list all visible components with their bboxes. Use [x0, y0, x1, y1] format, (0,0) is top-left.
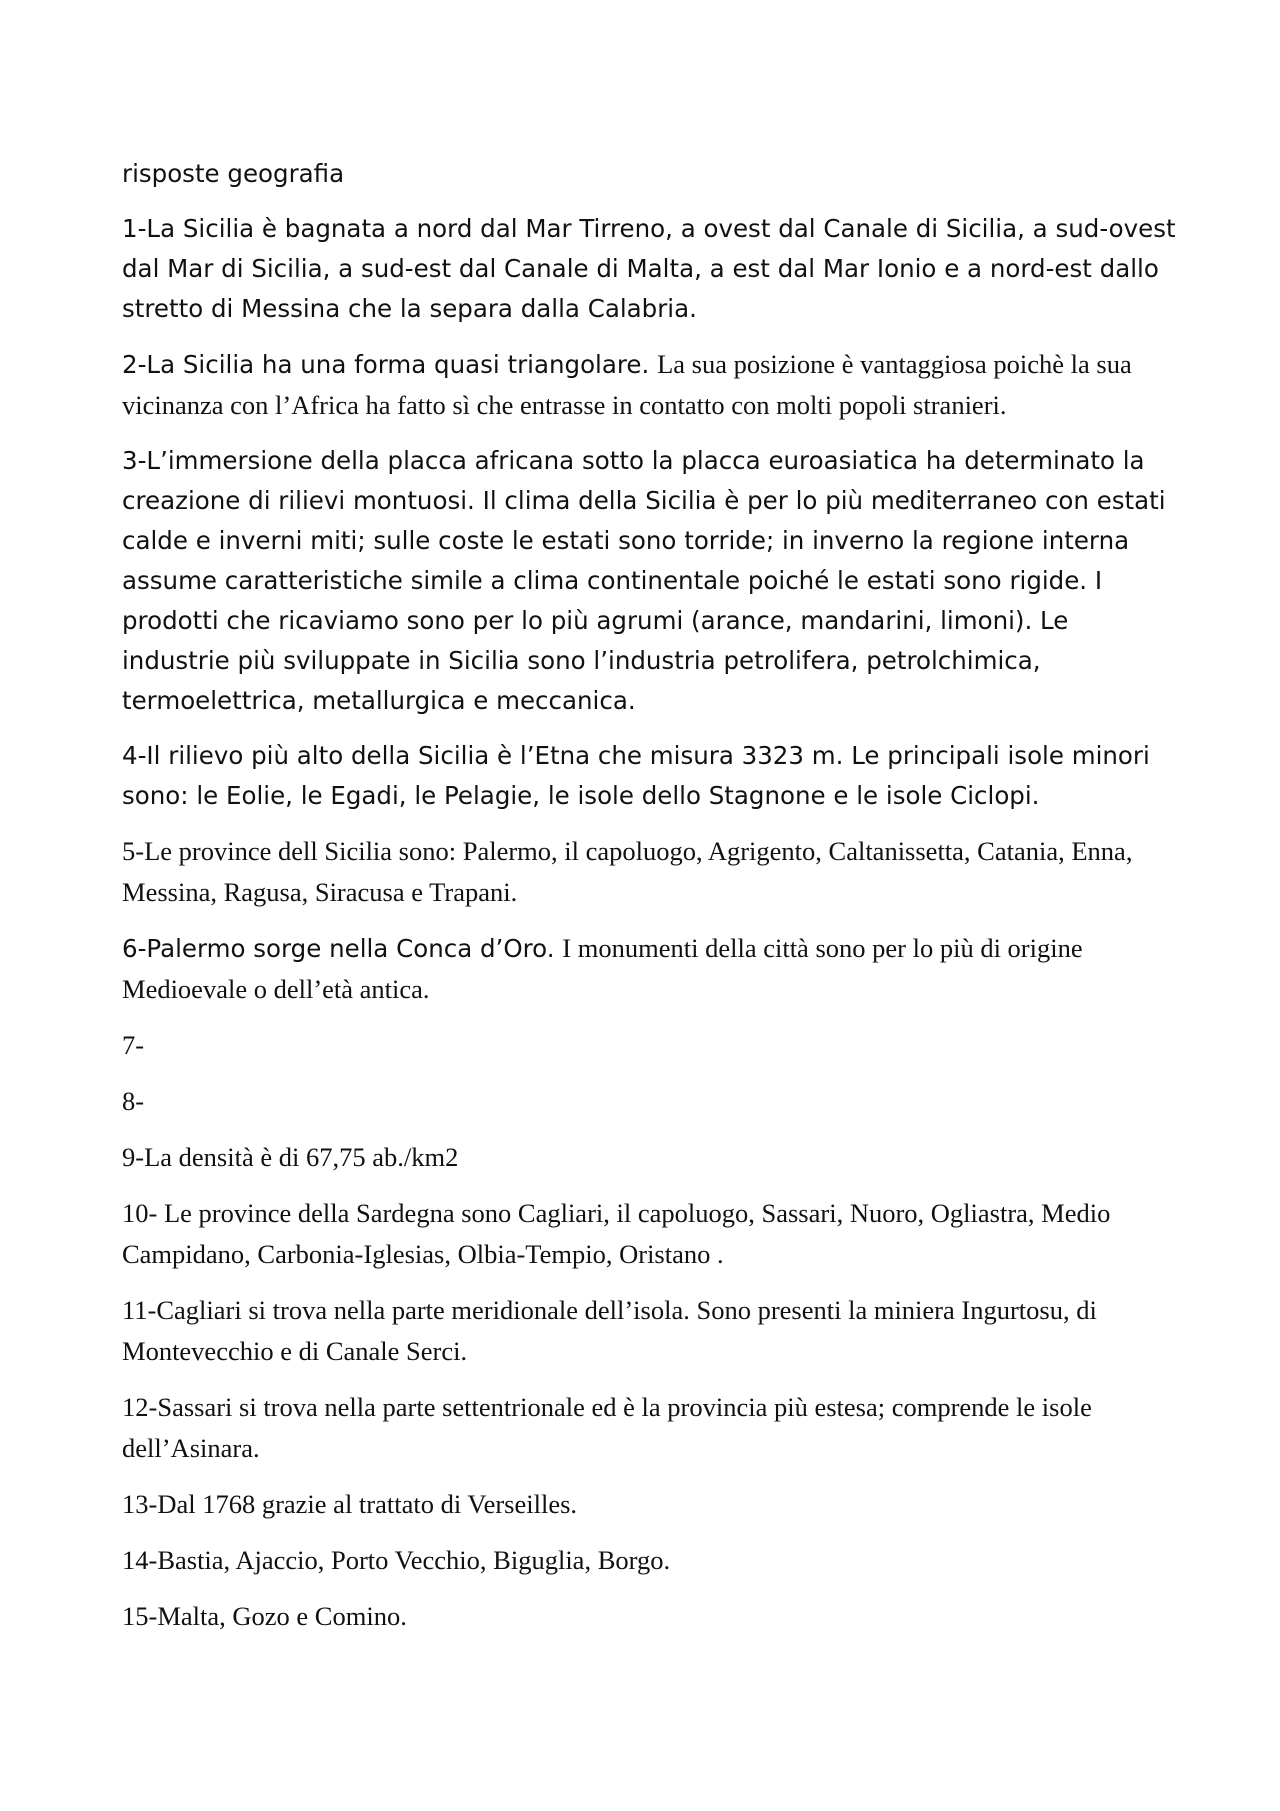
answer-text: 10- Le province della Sardegna sono Cagliari, il capoluogo, Sassari, Nuoro, Ogliastra, Medio Campidano, Carbonia-Iglesias, Olbia-Tempio, Oristano .: [122, 1198, 1111, 1269]
answer-paragraph-a9: [122, 1137, 1182, 1178]
answer-text: 13-Dal 1768 grazie al trattato di Verseilles.: [122, 1489, 578, 1519]
answer-paragraph-a4: [122, 736, 1182, 816]
answer-text: 15-Malta, Gozo e Comino.: [122, 1601, 407, 1631]
answer-paragraph-a11: [122, 1290, 1182, 1372]
answer-text: 4-Il rilievo più alto della Sicilia è l’Etna che misura 3323 m. Le principali isole minori sono: le Eolie, le Egadi, le Pelagie, le isole dello Stagnone e le isole Ciclopi.: [122, 741, 1150, 810]
answer-text: La sua posizione è vantaggiosa poichè la sua vicinanza con l’Africa ha fatto sì che entrasse in contatto con molti popoli stranieri.: [122, 349, 1132, 420]
answer-paragraph-a14: [122, 1540, 1182, 1581]
answer-paragraph-a8: [122, 1081, 1182, 1122]
answer-paragraph-a12: [122, 1387, 1182, 1469]
answer-text: 8-: [122, 1086, 145, 1116]
answer-text: 3-L’immersione della placca africana sotto la placca euroasiatica ha determinato la creazione di rilievi montuosi. Il clima della Sicilia è per lo più mediterraneo con estati calde e inverni miti; sulle coste le estati sono torride; in inverno la regione interna assume caratteristiche simile a clima continentale poiché le estati sono rigide. I prodotti che ricaviamo sono per lo più agrumi (arance, mandarini, limoni). Le industrie più sviluppate in Sicilia sono l’industria petrolifera, petrolchimica, termoelettrica, metallurgica e meccanica.: [122, 446, 1166, 715]
answer-paragraph-a1: [122, 209, 1182, 329]
answer-text: 6-Palermo sorge nella Conca d’Oro.: [122, 934, 563, 963]
answers-list: [122, 209, 1182, 1637]
answer-paragraph-a5: [122, 831, 1182, 913]
answer-text: 7-: [122, 1030, 145, 1060]
answer-paragraph-a10: [122, 1193, 1182, 1275]
answer-paragraph-a13: [122, 1484, 1182, 1525]
answer-text: 14-Bastia, Ajaccio, Porto Vecchio, Biguglia, Borgo.: [122, 1545, 671, 1575]
answer-text: 12-Sassari si trova nella parte settentrionale ed è la provincia più estesa; comprende le isole dell’Asinara.: [122, 1392, 1092, 1463]
answer-text: 5-Le province dell Sicilia sono: Palermo, il capoluogo, Agrigento, Caltanissetta, Catania, Enna, Messina, Ragusa, Siracusa e Trapani.: [122, 836, 1133, 907]
document-page: [122, 154, 1182, 1652]
answer-paragraph-a7: [122, 1025, 1182, 1066]
answer-text: 11-Cagliari si trova nella parte meridionale dell’isola. Sono presenti la miniera Ingurtosu, di Montevecchio e di Canale Serci.: [122, 1295, 1097, 1366]
answer-paragraph-a6: [122, 928, 1182, 1010]
document-title: risposte geografia: [122, 159, 345, 188]
answer-text: 1-La Sicilia è bagnata a nord dal Mar Tirreno, a ovest dal Canale di Sicilia, a sud-ovest dal Mar di Sicilia, a sud-est dal Canale di Malta, a est dal Mar Ionio e a nord-est dallo stretto di Messina che la separa dalla Calabria.: [122, 214, 1176, 323]
answer-text: I monumenti della città sono per lo più di origine Medioevale o dell’età antica.: [122, 933, 1083, 1004]
answer-text: 9-La densità è di 67,75 ab./km2: [122, 1142, 459, 1172]
answer-text: 2-La Sicilia ha una forma quasi triangolare.: [122, 350, 658, 379]
answer-paragraph-a15: [122, 1596, 1182, 1637]
answer-paragraph-a3: [122, 441, 1182, 721]
answer-paragraph-a2: [122, 344, 1182, 426]
